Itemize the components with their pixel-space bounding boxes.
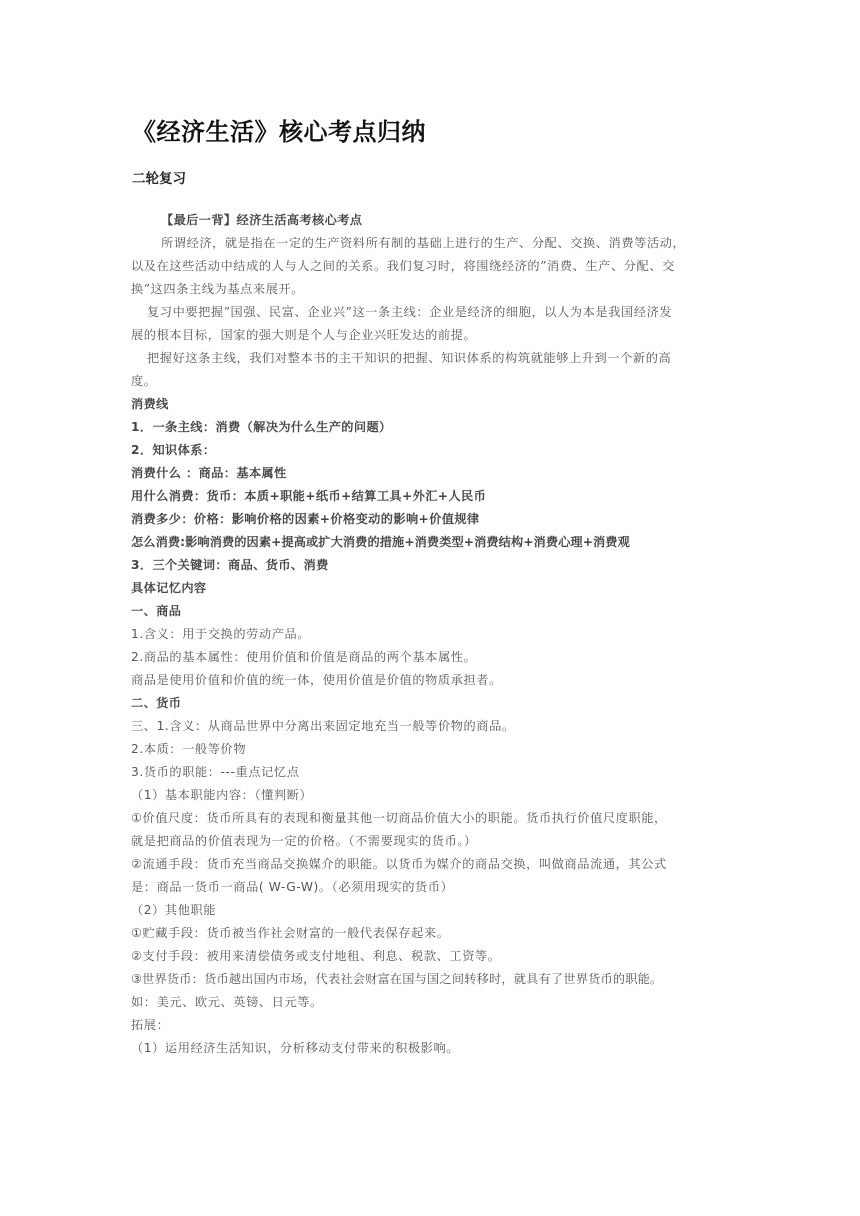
- list-item-main-line: 1．一条主线：消费（解决为什么生产的问题）: [131, 420, 392, 434]
- intro-paragraph-2-line-1: 复习中要把握”国强、民富、企业兴”这一条主线：企业是经济的细胞，以人为本是我国经济发: [147, 305, 673, 319]
- world-money-line-2: 如：美元、欧元、英镑、日元等。: [131, 995, 323, 1009]
- circulation-line-2: 是：商品一货币一商品( W-G-W)。（必须用现实的货币）: [131, 880, 454, 894]
- intro-paragraph-1-line-2: 以及在这些活动中结成的人与人之间的关系。我们复习时，将围绕经济的”消费、生产、分配、交: [131, 259, 675, 273]
- goods-unity: 商品是使用价值和价值的统一体，使用价值是价值的物质承担者。: [131, 673, 502, 687]
- money-definition: 三、1.含义：从商品世界中分离出来固定地充当一般等价物的商品。: [131, 719, 515, 733]
- value-measure-line-1: ①价值尺度：货币所具有的表现和衡量其他一切商品价值大小的职能。货币执行价值尺度职能，: [131, 811, 667, 825]
- section-heading-money: 二、货币: [131, 696, 182, 710]
- document-body: [131, 209, 733, 1060]
- extension-item-1: （1）运用经济生活知识，分析移动支付带来的积极影响。: [131, 1041, 460, 1055]
- knowledge-how-much: 消费多少：价格：影响价格的因素+价格变动的影响+价值规律: [131, 512, 480, 526]
- extension-heading: 拓展：: [131, 1018, 170, 1032]
- money-essence: 2.本质：一般等价物: [131, 742, 247, 756]
- knowledge-how-to-pay: 用什么消费：货币：本质+职能+纸币+结算工具+外汇+人民币: [131, 489, 487, 503]
- intro-paragraph-3-line-2: 度。: [131, 374, 157, 388]
- intro-paragraph-1-line-1: 所谓经济，就是指在一定的生产资料所有制的基础上进行的生产、分配、交换、消费等活动，: [161, 236, 686, 250]
- knowledge-what-to-consume: 消费什么 ：商品：基本属性: [131, 466, 287, 480]
- storage-function: ①贮藏手段：货币被当作社会财富的一般代表保存起来。: [131, 926, 450, 940]
- circulation-line-1: ②流通手段：货币充当商品交换媒介的职能。以货币为媒介的商品交换，叫做商品流通，其公式: [131, 857, 667, 871]
- memory-content-heading: 具体记忆内容: [131, 581, 207, 595]
- payment-function: ②支付手段：被用来清偿债务或支付地租、利息、税款、工资等。: [131, 949, 501, 963]
- other-functions-heading: （2）其他职能: [131, 903, 217, 917]
- knowledge-how-to-consume: 怎么消费:影响消费的因素+提高或扩大消费的措施+消费类型+消费结构+消费心理+消费观: [131, 535, 630, 549]
- basic-functions-heading: （1）基本职能内容：（懂判断）: [131, 788, 313, 802]
- goods-definition: 1.含义：用于交换的劳动产品。: [131, 627, 311, 641]
- money-functions: 3.货币的职能：---重点记忆点: [131, 765, 300, 779]
- intro-paragraph-1-line-3: 换”这四条主线为基点来展开。: [131, 282, 305, 296]
- intro-paragraph-2-line-2: 展的根本目标，国家的强大则是个人与企业兴旺发达的前提。: [131, 328, 477, 342]
- page-subtitle: 二轮复习: [132, 171, 186, 187]
- world-money-line-1: ③世界货币：货币越出国内市场，代表社会财富在国与国之间转移时，就具有了世界货币的职能。: [131, 972, 663, 986]
- section-heading-goods: 一、商品: [131, 604, 182, 618]
- page-title: 《经济生活》核心考点归纳: [132, 118, 426, 146]
- intro-paragraph-3-line-1: 把握好这条主线，我们对整本书的主干知识的把握、知识体系的构筑就能够上升到一个新的高: [147, 351, 672, 365]
- section-heading-last-recite: 【最后一背】经济生活高考核心考点: [161, 213, 363, 227]
- value-measure-line-2: 就是把商品的价值表现为一定的价格。（不需要现实的货币。）: [131, 834, 477, 848]
- section-heading-consumption: 消费线: [131, 397, 169, 411]
- goods-basic-attributes: 2.商品的基本属性：使用价值和价值是商品的两个基本属性。: [131, 650, 477, 664]
- list-item-keywords: 3．三个关键词：商品、货币、消费: [131, 558, 329, 572]
- list-item-knowledge-system: 2．知识体系：: [131, 443, 216, 457]
